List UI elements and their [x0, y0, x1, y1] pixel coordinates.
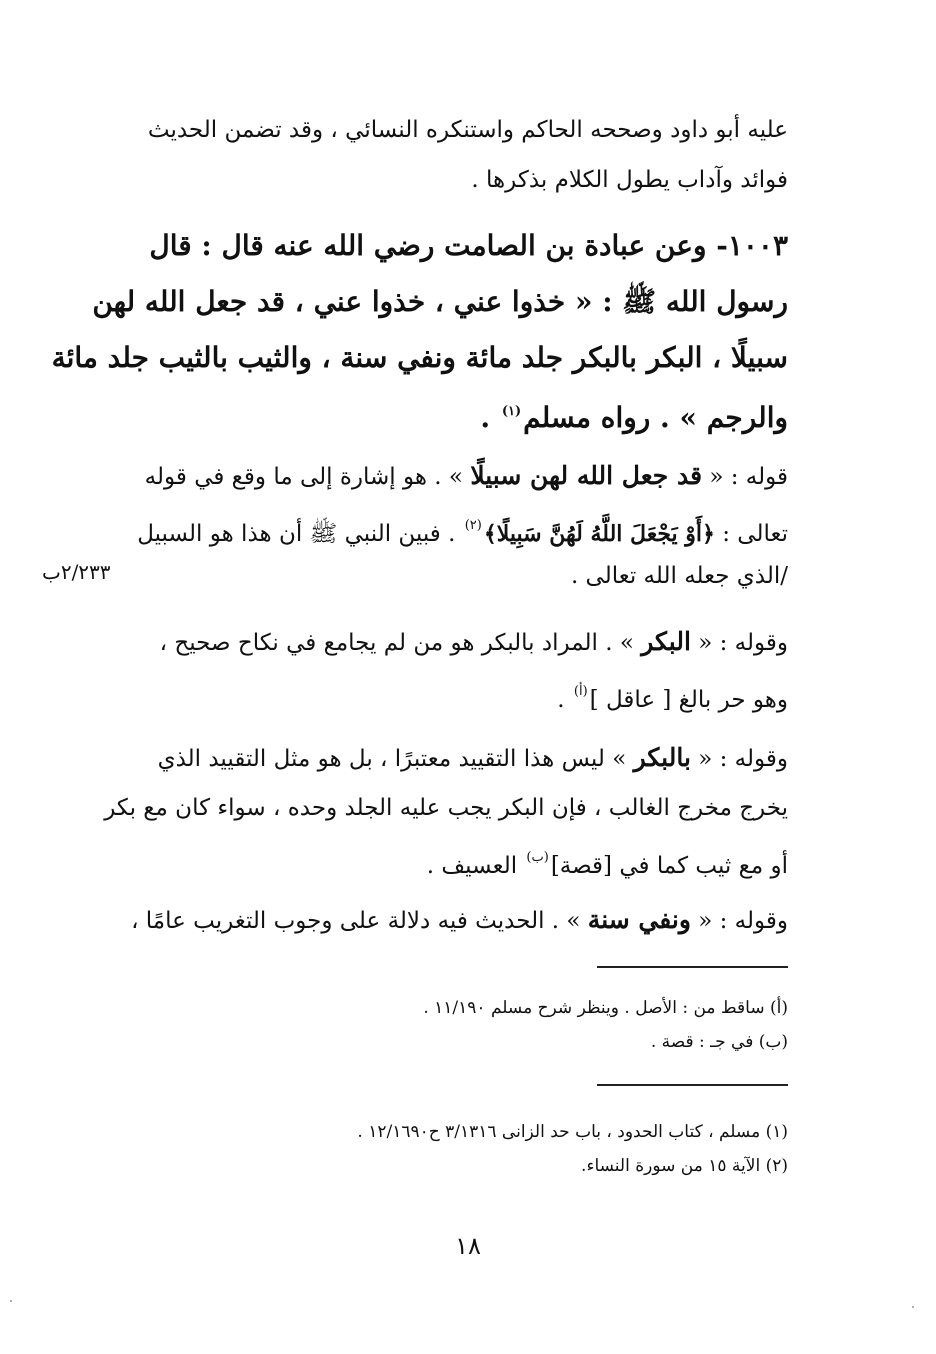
- scan-speck: [10, 1300, 12, 1302]
- footnote-ref: (١): [501, 404, 522, 419]
- text-run: وقوله : «: [690, 630, 788, 656]
- hadith-line: سبيلًا ، البكر بالبكر جلد مائة ونفي سنة ، والثيب بالثيب جلد مائة: [51, 341, 788, 374]
- hadith-text: والرجم » . رواه مسلم: [523, 401, 788, 434]
- quran-verse: ﴿أَوْ يَجْعَلَ اللَّهُ لَهُنَّ سَبِيلًا﴾: [483, 521, 715, 547]
- footnote-ref: (أ): [573, 684, 588, 699]
- text-run: » ليس هذا التقييد معتبرًا ، بل هو مثل التقييد الذي: [157, 746, 634, 772]
- paragraph-line: [128, 506, 788, 554]
- text-run: وهو حر بالغ [ عاقل ]: [589, 687, 788, 713]
- quoted-phrase: ونفي سنة: [587, 905, 691, 934]
- quoted-phrase: البكر: [641, 627, 691, 656]
- footnote-number: (٢) الآية ١٥ من سورة النساء.: [581, 1156, 788, 1176]
- footnote-ref: (٢): [464, 518, 482, 533]
- footnote-letter: (ب) في جـ : قصة .: [650, 1032, 788, 1052]
- text-run: أو مع ثيب كما في [قصة]: [550, 853, 788, 879]
- paragraph-line: عليه أبو داود وصححه الحاكم واستنكره النسائي ، وقد تضمن الحديث: [147, 117, 788, 143]
- text-run: » . هو إشارة إلى ما وقع في قوله: [144, 464, 471, 490]
- scan-speck: [912, 1306, 914, 1308]
- hadith-line: رسول الله ﷺ : « خذوا عني ، خذوا عني ، قد جعل الله لهن: [92, 285, 788, 318]
- text-run: قوله : «: [702, 464, 788, 490]
- paragraph-line: [128, 738, 788, 779]
- text-run: . فبين النبي ﷺ أن هذا هو السبيل: [137, 521, 463, 547]
- paragraph-line: [128, 900, 788, 941]
- text-run: » . المراد بالبكر هو من لم يجامع في نكاح صحيح ،: [159, 630, 642, 656]
- paragraph-line: [128, 838, 788, 886]
- text-run: تعالى :: [714, 521, 788, 547]
- footnote-separator: [597, 1084, 788, 1086]
- paragraph-line: [128, 672, 788, 720]
- quoted-phrase: قد جعل الله لهن سبيلًا: [470, 461, 703, 490]
- paragraph-line: [128, 622, 788, 663]
- text-run: العسيف .: [426, 853, 525, 879]
- manuscript-margin-note: ٢/٢٣٣ب: [42, 560, 111, 584]
- quoted-phrase: بالبكر: [633, 743, 691, 772]
- text-run: » . الحديث فيه دلالة على وجوب التغريب عامًا ،: [131, 908, 588, 934]
- text-run: .: [557, 687, 572, 713]
- text-run: وقوله : «: [690, 908, 788, 934]
- paragraph-line: /الذي جعله الله تعالى .: [570, 563, 788, 589]
- footnote-separator: [597, 966, 788, 968]
- footnote-ref: (ب): [526, 850, 549, 865]
- page-number: ١٨: [455, 1232, 481, 1260]
- paragraph-line: [128, 456, 788, 497]
- footnote-number: (١) مسلم ، كتاب الحدود ، باب حد الزانى ٣/١٣١٦ ح١٢/١٦٩٠ .: [357, 1122, 788, 1142]
- footnote-letter: (أ) ساقط من : الأصل . وينظر شرح مسلم ١١/١٩٠ .: [423, 998, 788, 1018]
- paragraph-line: يخرج مخرج الغالب ، فإن البكر يجب عليه الجلد وحده ، سواء كان مع بكر: [104, 795, 788, 821]
- hadith-text: .: [480, 401, 500, 434]
- hadith-line: [128, 392, 788, 438]
- hadith-line: ١٠٠٣- وعن عبادة بن الصامت رضي الله عنه قال : قال: [149, 229, 788, 262]
- text-run: وقوله : «: [690, 746, 788, 772]
- paragraph-line: فوائد وآداب يطول الكلام بذكرها .: [471, 167, 788, 193]
